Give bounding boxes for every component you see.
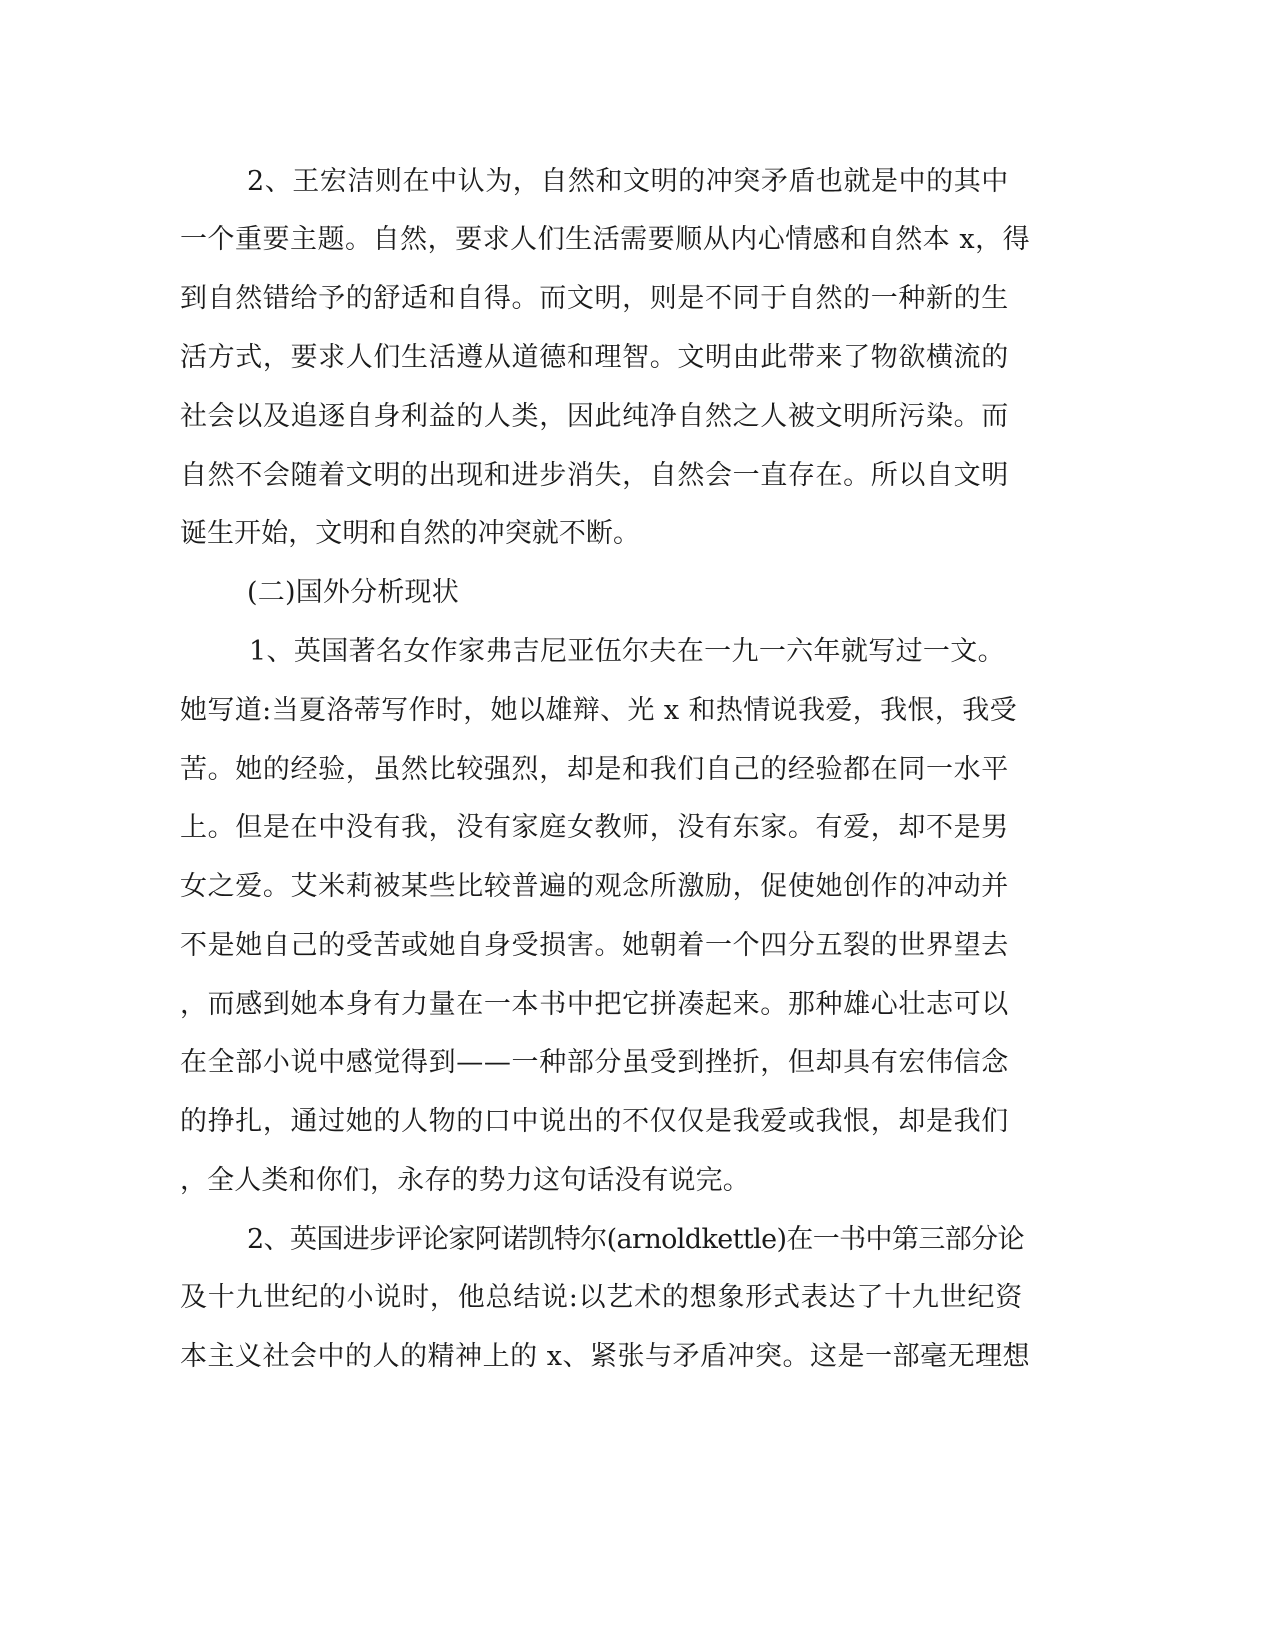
paragraph-1-line-4: 活方式，要求人们生活遵从道德和理智。文明由此带来了物欲横流的	[180, 342, 1009, 373]
paragraph-2-line-4: 上。但是在中没有我，没有家庭女教师，没有东家。有爱，却不是男	[180, 812, 1009, 843]
paragraph-2-line-5: 女之爱。艾米莉被某些比较普遍的观念所激励，促使她创作的冲动并	[180, 871, 1009, 902]
paragraph-3-line-3: 本主义社会中的人的精神上的 x、紧张与矛盾冲突。这是一部毫无理想	[180, 1341, 1031, 1372]
paragraph-1-line-7: 诞生开始，文明和自然的冲突就不断。	[180, 518, 641, 549]
paragraph-2-line-6: 不是她自己的受苦或她自身受损害。她朝着一个四分五裂的世界望去	[180, 930, 1009, 961]
paragraph-2-line-7: ，而感到她本身有力量在一本书中把它拼凑起来。那种雄心壮志可以	[180, 989, 1009, 1020]
paragraph-3-line-1: 2、英国进步评论家阿诺凯特尔(arnoldkettle)在一书中第三部分论	[247, 1224, 1024, 1255]
paragraph-2-line-1: 1、英国著名女作家弗吉尼亚伍尔夫在一九一六年就写过一文。	[249, 636, 1005, 667]
paragraph-1-line-5: 社会以及追逐自身利益的人类，因此纯净自然之人被文明所污染。而	[180, 401, 1009, 432]
paragraph-3-line-2: 及十九世纪的小说时，他总结说:以艺术的想象形式表达了十九世纪资	[180, 1282, 1023, 1313]
paragraph-2-line-8: 在全部小说中感觉得到——一种部分虽受到挫折，但却具有宏伟信念	[180, 1047, 1009, 1078]
paragraph-2-line-10: ，全人类和你们，永存的势力这句话没有说完。	[180, 1165, 750, 1196]
paragraph-1-line-1: 2、王宏洁则在中认为，自然和文明的冲突矛盾也就是中的其中	[247, 166, 1009, 197]
paragraph-2-line-3: 苦。她的经验，虽然比较强烈，却是和我们自己的经验都在同一水平	[180, 754, 1009, 785]
paragraph-2-line-9: 的挣扎，通过她的人物的口中说出的不仅仅是我爱或我恨，却是我们	[180, 1106, 1009, 1137]
paragraph-1-line-6: 自然不会随着文明的出现和进步消失，自然会一直存在。所以自文明	[180, 460, 1009, 491]
section-heading: (二)国外分析现状	[247, 577, 459, 608]
paragraph-2-line-2: 她写道:当夏洛蒂写作时，她以雄辩、光 x 和热情说我爱，我恨，我受	[180, 695, 1018, 726]
paragraph-1-line-3: 到自然错给予的舒适和自得。而文明，则是不同于自然的一种新的生	[180, 283, 1009, 314]
paragraph-1-line-2: 一个重要主题。自然，要求人们生活需要顺从内心情感和自然本 x，得	[180, 224, 1031, 255]
